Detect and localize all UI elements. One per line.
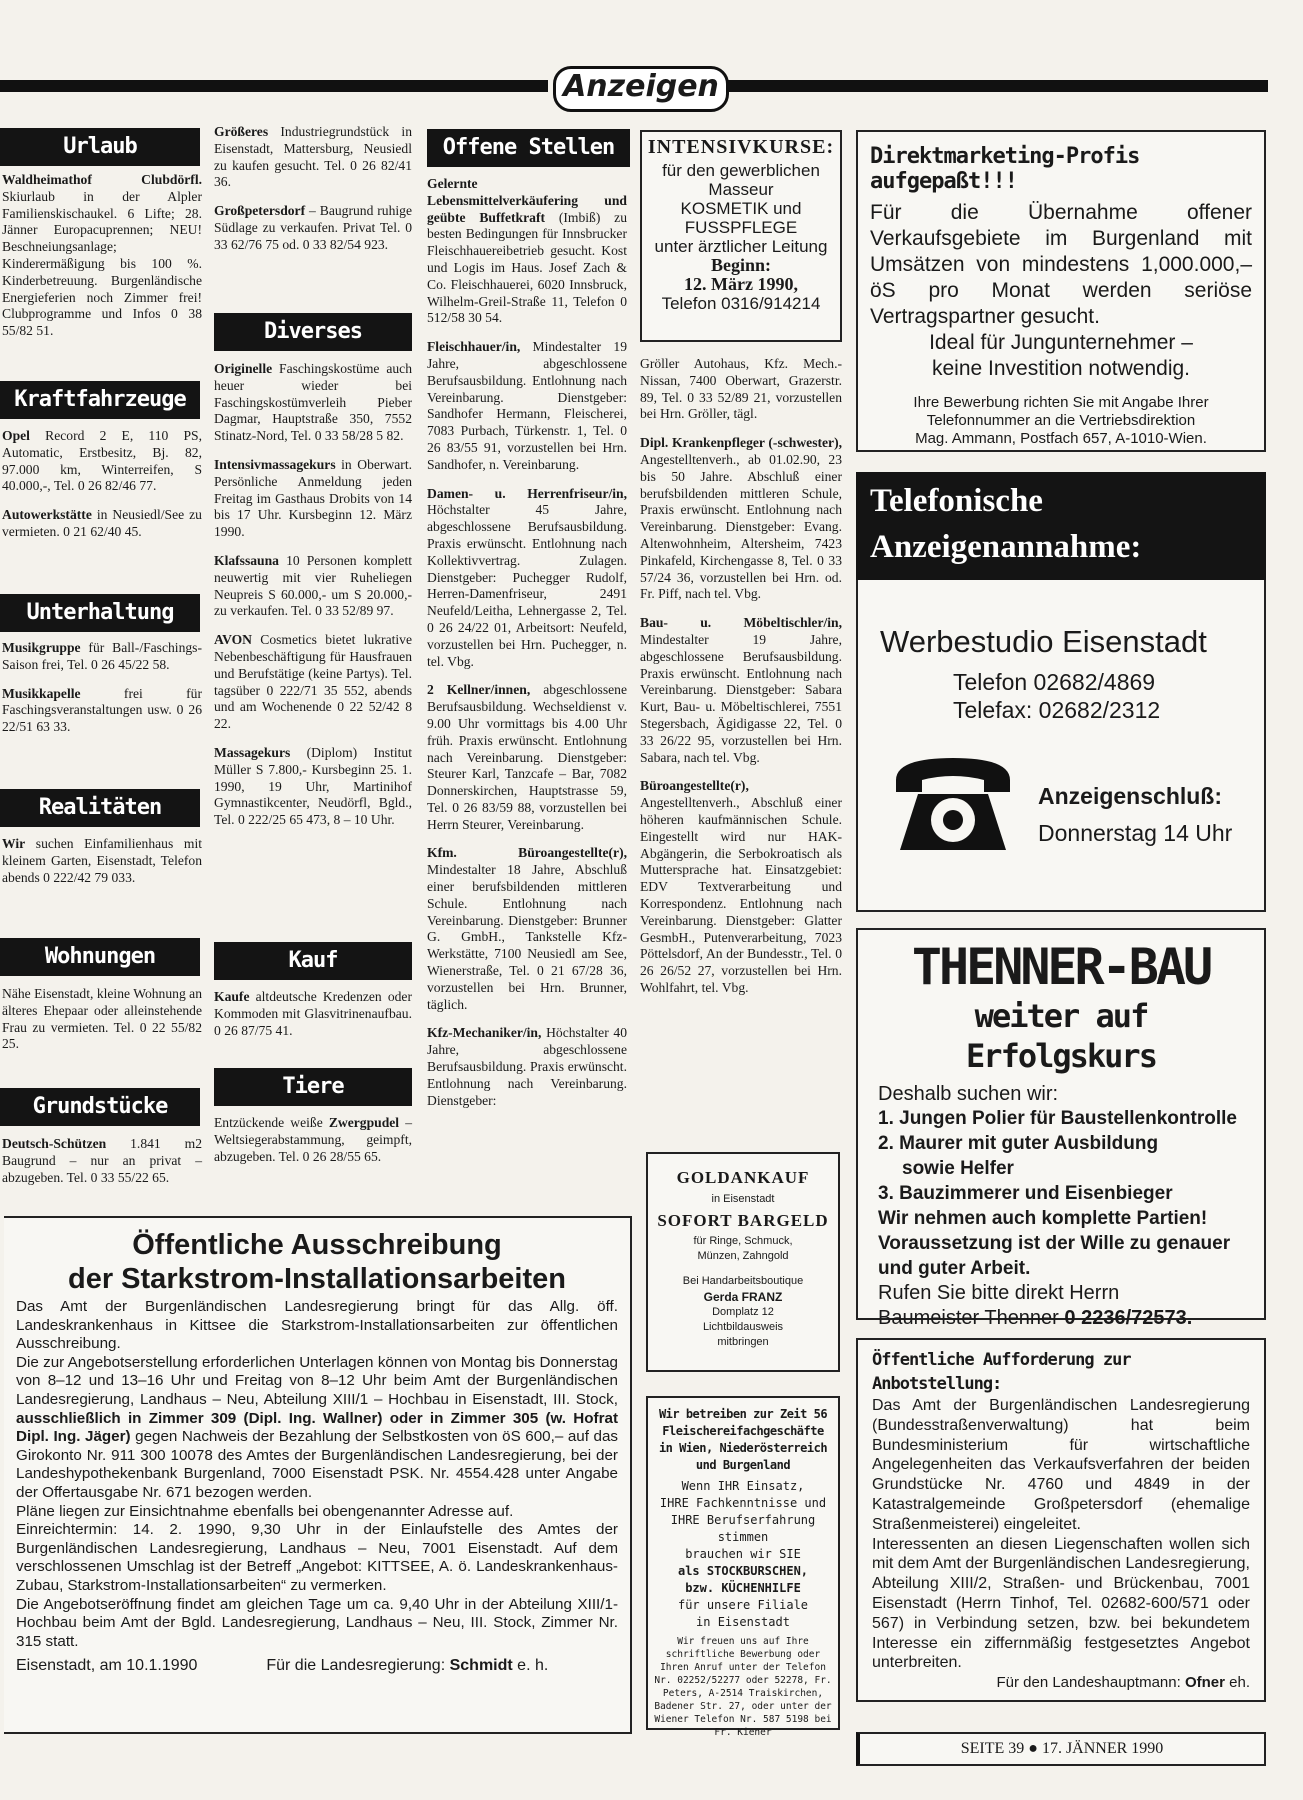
ad-text: 1.841 m2 Baugrund – nur an privat – abzugeben. Tel. 0 33 55/22 65. [2,1136,202,1185]
ad-line: IHRE Berufserfahrung [670,1513,816,1527]
ad-text: altdeutsche Kredenzen oder Kommoden mit Glasvitrinenaufbau. 0 26 87/75 41. [214,989,412,1038]
ad-headline: Opel [2,428,30,443]
ad-text: Faschingskostüme auch heuer wieder bei Faschingskostümverleih Pieber Dagmar, Hauptstraße 350, 7552 Stinatz-Nord, Tel. 0 33 58/28 5 82. [214,361,412,444]
ad-text: Für die Übernahme offener Verkaufsgebiete im Burgenland mit Umsätzen von mindestens 1,000.000,– öS pro Monat werden seriöse Vertragspartner gesucht. [870,201,1252,328]
ad-text: in Neusiedl/See zu vermieten. 0 21 62/40 45. [2,507,202,539]
bullet-icon: ● [1028,1740,1038,1757]
ad-text: Skiurlaub in der Alpler Familienskischaukel. 6 Lifte; 28. Jänner Europacuprennen; NEU! Beschneiungsanlage; Kinderermäßigung bis 100 %. Kinderbetreuung. Burgenländische Energieferien noch Zimmer frei! Clubprogramme und Infos 0 38 55/82 51. [2,188,202,339]
ad-text: Höchstalter 45 Jahre, abgeschlossene Berufsausbildung. Praxis erwünscht. Entlohnung nach Kollektivvertrag. Zulagen. Dienstgeber: Puchegger Rudolf, Herren-Damenfriseur, 2491 Neufeld/Leitha, Lehnergasse 2, Tel. 0 26 24/22 01, Arbeitsort: Neufeld, vorzustellen bei Hrn. Puchegger, n. tel. Vbg. [427,502,627,669]
notice-sign-end: eh. [1229,1674,1250,1692]
ad-line: Gerda FRANZ [703,1290,783,1304]
page-footer [856,1732,1266,1766]
ad-line: Bei Handarbeitsboutique [682,1275,804,1287]
notice-sign-label: Für die Landesregierung: [266,1657,446,1675]
ad-headline: Größeres [214,124,269,139]
studio-phone: Telefon 02682/4869 [953,669,1156,695]
notice-sign-end: e. h. [517,1657,549,1675]
anzeigenschluss-label: Anzeigenschluß: [1038,783,1223,809]
ad-text: Entzückende weiße [214,1115,323,1130]
ad-headline: Wir [2,836,26,851]
ad-title: INTENSIVKURSE: [647,136,835,158]
ad-line: Voraussetzung ist der Wille zu genauer und guter Arbeit. [878,1233,1231,1279]
section-heading-tiere: Tiere [214,1068,412,1106]
section-heading-diverses: Diverses [214,313,412,351]
studio-name: Werbestudio Eisenstadt [880,624,1207,659]
notice-title: Öffentliche Ausschreibung [132,1229,502,1261]
notice-paragraph: Das Amt der Burgenländischen Landesregierung bringt für das Allg. öff. Landeskrankenhaus in Kittsee die Starkstrom-Installationsarbeiten zur öffentlichen Ausschreibung. [16,1298,618,1353]
notice-signature [16,1657,618,1676]
direktmarketing-ad [856,130,1266,452]
intensivkurse-ad [640,130,842,342]
telephone-icon [888,750,1018,860]
ad-headline: Kfm. Büroangestellte(r), [427,845,627,861]
ad-line: Deshalb suchen wir: [878,1083,1059,1105]
ad-headline: Großpetersdorf [214,203,306,219]
page-number: SEITE 39 [960,1740,1025,1757]
ad-text: Wir freuen uns auf Ihre schriftliche Bewerbung oder Ihren Anruf unter der Telefon Nr. 02252/52277 oder 52278, Fr. Peters, A-2514 Traiskirchen, Badener Str. 27, oder unter der Wiener Telefon Nr. 587 5198 bei Fr. Kiener [654,1636,832,1738]
ad-title: GOLDANKAUF [676,1168,810,1187]
ad-headline: Musikgruppe [2,640,81,655]
ad-text: Nähe Eisenstadt, kleine Wohnung an älteres Ehepaar oder alleinstehende Frau zu vermieten. Tel. 0 22 55/82 25. [2,986,202,1052]
ad-line: Telefon 0316/914214 [661,294,821,313]
ad-headline: Musikkapelle [2,685,81,701]
ad-line: Mag. Ammann, Postfach 657, A-1010-Wien. [915,430,1207,447]
ad-headline: Originelle [214,361,273,376]
ad-line: Ideal für Jungunternehmer – [929,331,1193,354]
notice-paragraph: Das Amt der Burgenländischen Landesregierung (Bundesstraßenverwaltung) hat beim Bundesministerium für wirtschaftliche Angelegenheiten das Verkaufsverfahren der beiden Grundstücke Nr. 4760 und 4849 in der Katastralgemeinde Großpetersdorf (ehemalige Straßenmeisterei) eingeleitet. [872,1397,1250,1533]
ad-title: Wir betreiben zur Zeit 56 Fleischereifachgeschäfte in Wien, Niederösterreich und Burgenland [658,1407,828,1472]
ad-line [878,1306,1244,1331]
notice-sign-name: Ofner [1184,1674,1225,1692]
ad-title: Telefonische [870,483,1043,519]
section-heading-realitaeten: Realitäten [0,789,200,827]
ad-line: in Eisenstadt [711,1193,775,1205]
ad-text: frei für Faschingsveranstaltungen usw. 0 26 22/51 63 33. [2,685,202,735]
ad-text: Industriegrundstück in Eisenstadt, Mattersburg, Neusiedl zu kaufen gesucht. Tel. 0 26 82/41 36. [214,124,412,190]
ad-headline: Damen- u. Herrenfriseur/in, [427,485,627,501]
ad-text: (Diplom) Institut Müller S 7.800,- Kursbeginn 25. 1. 1990, 19 Uhr, Martinihof Gymnastikcenter, Neudörfl, Bgld., Tel. 0 222/25 65 473, 8 – 10 Uhr. [214,744,412,828]
ad-text: Baumeister Thenner [878,1307,1059,1329]
notice-paragraph: Die Angebotseröffnung findet am gleichen Tage um ca. 9,40 Uhr in der Abteilung XIII/1-Hochbau beim Amt der Bgld. Landesregierung, Landhaus – Neu, III. Stock, Zimmer Nr. 315 statt. [16,1595,618,1650]
aufforderung-notice [856,1338,1266,1702]
section-title: Anzeigen [553,66,729,112]
notice-paragraph: Pläne liegen zur Einsichtnahme ebenfalls bei obengenannter Adresse auf. [16,1502,514,1520]
ad-line: 2. Maurer mit guter Ausbildung [878,1133,1159,1154]
ad-title: Anzeigenannahme: [870,529,1142,565]
column-1-grundstuecke [2,1136,202,1198]
ad-line: mitbringen [717,1336,769,1348]
notice-paragraph [16,1354,618,1503]
notice-date: Eisenstadt, am 10.1.1990 [16,1657,198,1675]
ad-headline: Intensivmassagekurs [214,456,336,472]
column-2-top [214,124,412,266]
notice-title: der Starkstrom-Installationsarbeiten [68,1263,566,1295]
header-rule-right [728,80,1268,92]
ad-line: Lichtbildausweis [702,1321,784,1333]
ad-headline: Deutsch-Schützen [2,1136,107,1151]
column-2-tiere [214,1115,412,1177]
section-heading-kraftfahrzeuge: Kraftfahrzeuge [0,381,200,419]
ad-line: als STOCKBURSCHEN, [677,1564,809,1578]
section-heading-grundstuecke: Grundstücke [0,1088,200,1126]
ad-text: – Weltsiegerabstammung, geimpft, abzugeben. Tel. 0 26 28/55 65. [214,1115,412,1164]
ad-line: IHRE Fachkenntnisse und [659,1496,827,1510]
notice-highlight: ausschließlich in Zimmer 309 (Dipl. Ing. Wallner) oder in Zimmer 305 (w. Hofrat Dipl. Ing. Jäger) [16,1409,618,1446]
ad-headline: Kaufe [214,989,250,1004]
section-heading-wohnungen: Wohnungen [0,938,200,976]
ad-text: Höchstalter 40 Jahre, abgeschlossene Berufsausbildung. Praxis erwünscht. Entlohnung nach Vereinbarung. Dienstgeber: [427,1025,627,1108]
ad-headline: Waldheimathof Clubdörfl. [2,172,202,187]
ad-line: bzw. KÜCHENHILFE [685,1581,801,1595]
ad-line: 3. Bauzimmerer und Eisenbieger [878,1183,1173,1204]
ad-text: abgeschlossene Berufsausbildung. Wechseldienst v. 9.00 Uhr vormittags bis 4.00 Uhr früh. Praxis erwünscht. Entlohnung nach Vereinbarung. Dienstgeber: Steurer Karl, Tanzcafe – Bar, 7082 Donnerskirchen, Hauptstrasse 59, Tel. 0 26 83/59 88, vorzustellen bei Herrn Steurer, Vereinbarung. [427,682,627,832]
studio-fax: Telefax: 02682/2312 [953,697,1161,723]
ad-line: FUSSPFLEGE [684,218,798,237]
ad-headline: Klafssauna [214,552,279,568]
notice-signature [872,1673,1250,1693]
section-heading-offene-stellen: Offene Stellen [427,129,630,167]
ausschreibung-notice [4,1216,632,1734]
column-4-jobs [640,356,842,1009]
telefon-ad-body [856,580,1266,912]
ad-text: Cosmetics bietet lukrative Nebenbeschäftigung für Hausfrauen und Berufstätige (keine Partys). Tel. tagsüber 0 222/71 35 552, abends und am Wochenende 0 22 52/42 8 22. [214,632,412,732]
column-1-realitaeten [2,836,202,898]
notice-text: gegen Nachweis der Bezahlung der Selbstkosten von öS 600,– auf das Girokonto Nr. 911 300 10078 des Amtes der Burgenländischen Landesregierung, bei der Landeshypothekenbank Burgenland, 7000 Eisenstadt PSK. Nr. 4554.428 unter Angabe der Offertausgabe Nr. 671 bezogen werden. [16,1428,618,1501]
anzeigenschluss-day: Donnerstag 14 Uhr [1038,820,1233,846]
notice-text: Die zur Angebotserstellung erforderlichen Unterlagen können von Montag bis Donnerstag von 8–12 und 13–16 Uhr und Freitag von 8–12 Uhr beim Amt der Burgenländischen Landesregierung, Landhaus – Neu, Abteilung XIII/1 – Hochbau in Eisenstadt, III. Stock, [16,1353,618,1408]
ad-headline: Massagekurs [214,744,291,760]
page-date: 17. JÄNNER 1990 [1041,1740,1164,1757]
notice-title: Öffentliche Aufforderung zur Anbotstellung: [872,1350,1131,1394]
column-2-kauf [214,989,412,1051]
ad-headline: Dipl. Krankenpfleger (-schwester), [640,435,842,451]
section-heading-kauf: Kauf [214,942,412,980]
ad-text: für Ball-/Faschings-Saison frei, Tel. 0 26 45/22 58. [2,640,202,672]
goldankauf-ad [646,1152,840,1372]
ad-subtitle: weiter auf Erfolgskurs [966,997,1156,1075]
ad-text: Record 2 E, 110 PS, Automatic, Erstbesitz, Bj. 82, 97.000 km, Winterreifen, S 40.000,-, Tel. 0 26 82/46 77. [2,428,202,494]
ad-text: 10 Personen komplett neuwertig mit vier Ruheliegen Neupreis S 60.000,- um S 20.000,- zu verkaufen. Tel. 0 33 52/89 97. [214,552,412,619]
ad-line: keine Investition notwendig. [932,357,1190,380]
notice-body [16,1298,618,1676]
ad-line: Wenn IHR Einsatz, [681,1479,805,1493]
ad-headline: Zwergpudel [328,1115,400,1130]
ad-text: Gröller Autohaus, Kfz. Mech.-Nissan, 7400 Oberwart, Grazerstr. 89, Tel. 0 33 52/89 21, vorzustellen bei Hrn. Gröller, tägl. [640,356,842,422]
column-1-urlaub [2,172,202,352]
notice-sign-name: Schmidt [449,1657,513,1675]
column-1-kfz [2,428,202,553]
ad-line: für unsere Filiale [677,1598,809,1612]
ad-line: stimmen [717,1530,769,1544]
column-1-wohnungen [2,986,202,1065]
ad-line: unter ärztlicher Leitung [654,237,828,256]
ad-headline: Büroangestellte(r), [640,778,749,794]
section-heading-urlaub: Urlaub [0,128,200,166]
ad-headline: 2 Kellner/innen, [427,682,531,698]
ad-text: – Baugrund ruhige Südlage zu verkaufen. Privat Tel. 0 33 62/76 75 od. 0 33 82/54 923. [214,203,413,252]
ad-text: Angestelltenverh., ab 01.02.90, 23 bis 50 Jahre. Abschluß einer berufsbildenden mittleren Schule, Praxis erwünscht. Entlohnung nach Vereinbarung. Dienstgeber: Evang. Altenwohnheim, Altersheim, 7423 Pinkafeld, Kirchengasse 8, Tel. 0 33 57/24 36, vorzustellen bei Hrn. od. Fr. Piff, nach tel. Vbg. [640,451,842,602]
notice-paragraph: Interessenten an diesen Liegenschaften wollen sich mit dem Amt der Burgenländischen Landesregierung, Abteilung XIII/2, Straßen- und Brückenbau, 7001 Eisenstadt (Herrn Tinhof, Tel. 02682-600/571 oder 567) in Verbindung setzen, bzw. bei bekundetem Interesse ein ziffernmäßig festgesetztes Angebot unterbreiten. [872,1535,1250,1672]
ad-line: KOSMETIK und [680,199,802,218]
ad-line: Telefonnummer an die Vertriebsdirektion [926,412,1196,429]
header-rule-left [0,80,548,92]
ad-headline: Fleischhauer/in, [427,339,521,355]
ad-text: (Imbiß) zu besten Bedingungen für Innsbrucker Fleischhauereibetrieb gesucht. Kost und Logis im Haus. Josef Zach & Co. Fleischhauerei, 6020 Innsbruck, Wilhelm-Greil-Straße 11, Telefon 0 512/58 30 54. [427,209,627,326]
ad-title: Direktmarketing-Profis aufgepaßt!!! [870,144,1140,194]
ad-line: Wir nehmen auch komplette Partien! [878,1208,1208,1229]
telefon-ad-header [856,472,1266,580]
notice-sign-label: Für den Landeshauptmann: [996,1674,1181,1692]
column-3-jobs [427,176,627,1121]
ad-text: Angestelltenverh., Abschluß einer höheren kaufmännischen Schule. Eingestellt wird nur HAK-Abgängerin, die Serbokroatisch als Muttersprache hat. Einsatzgebiet: EDV Textverarbeitung und Korrespondenz. Entlohnung nach Vereinbarung. Dienstgeber: Glatter GesmbH., Putenverarbeitung, 7023 Pöttelsdorf, An der Bundesstr., Tel. 0 26 26/52 27, vorzustellen bei Hrn. Wohlfahrt, tel. Vbg. [640,795,842,995]
ad-line: 1. Jungen Polier für Baustellenkontrolle [878,1108,1237,1129]
ad-headline: Gelernte Lebensmittelverkäufering und geübte Buffetkraft [427,176,627,225]
ad-line: Beginn: [710,255,771,275]
thenner-bau-ad [856,928,1266,1329]
ad-line: sowie Helfer [902,1158,1014,1179]
section-heading-unterhaltung: Unterhaltung [0,594,200,632]
ad-text: in Oberwart. Persönliche Anmeldung jeden Freitag im Gasthaus Drobits von 14 bis 17 Uhr. Kursbeginn 12. März 1990. [214,456,412,540]
ad-line: in Eisenstadt [696,1615,790,1629]
ad-line: Domplatz 12 [712,1306,774,1318]
column-1-unterhaltung [2,640,202,748]
ad-line: Ihre Bewerbung richten Sie mit Angabe Ihrer [913,394,1209,411]
ad-title: THENNER-BAU [911,938,1211,996]
ad-line: Rufen Sie bitte direkt Herrn [878,1282,1120,1304]
ad-line: für den gewerblichen [662,161,820,180]
ad-text: Mindestalter 19 Jahre, abgeschlossene Berufsausbildung. Entlohnung nach Vereinbarung. Dienstgeber: Sandhofer Hermann, Fleischerei, 7083 Purbach, Türkenstr. 1, Tel. 0 26 83/55 91, vorzustellen bei Hrn. Sandhofer, n. Vereinbarung. [427,339,627,472]
notice-paragraph: Einreichtermin: 14. 2. 1990, 9,30 Uhr in der Einlaufstelle des Amtes der Burgenländischen Landesregierung, Landhaus – Neu, 7001 Eisenstadt. Auf dem verschlossenen Umschlag ist der Betreff „Angebot: KITTSEE, A. ö. Landeskrankenhaus-Zubau, Starkstrom-Installationsarbeiten“ zu vermerken. [16,1521,618,1594]
ad-headline: Autowerkstätte [2,507,92,523]
ad-headline: Kfz-Mechaniker/in, [427,1025,542,1041]
ad-text: suchen Einfamilienhaus mit kleinem Garten, Eisenstadt, Telefon abends 0 222/42 79 033. [2,836,202,885]
ad-line: 12. März 1990, [684,274,798,294]
ad-line: für Ringe, Schmuck, [693,1235,793,1247]
ad-line: Masseur [708,180,774,199]
column-2-diverses [214,361,412,841]
ad-title: SOFORT BARGELD [657,1211,829,1230]
ad-line: brauchen wir SIE [685,1547,801,1561]
fleischerei-ad [646,1396,840,1738]
ad-headline: AVON [214,632,252,648]
ad-phone: 0 2236/72573. [1064,1307,1193,1329]
ad-headline: Bau- u. Möbeltischler/in, [640,615,842,631]
ad-line: Münzen, Zahngold [697,1250,789,1262]
ad-text: Mindestalter 18 Jahre, Abschluß einer berufsbildenden mittleren Schule. Entlohnung nach Vereinbarung. Dienstgeber: Brunner G. GmbH., Tankstelle Kfz-Werkstätte, 7100 Neusiedl am See, Wienerstraße, Tel. 0 21 67/28 36, vorzustellen bei Hrn. Brunner, täglich. [427,862,627,1012]
ad-text: Mindestalter 19 Jahre, abgeschlossene Berufsausbildung. Praxis erwünscht. Entlohnung nach Vereinbarung. Dienstgeber: Sabara Kurt, Bau- u. Möbeltischlerei, 7551 Stegersbach, Ägidigasse 22, Tel. 0 33 26/22 95, vorzustellen bei Hrn. Sabara, nach tel. Vbg. [640,631,842,765]
